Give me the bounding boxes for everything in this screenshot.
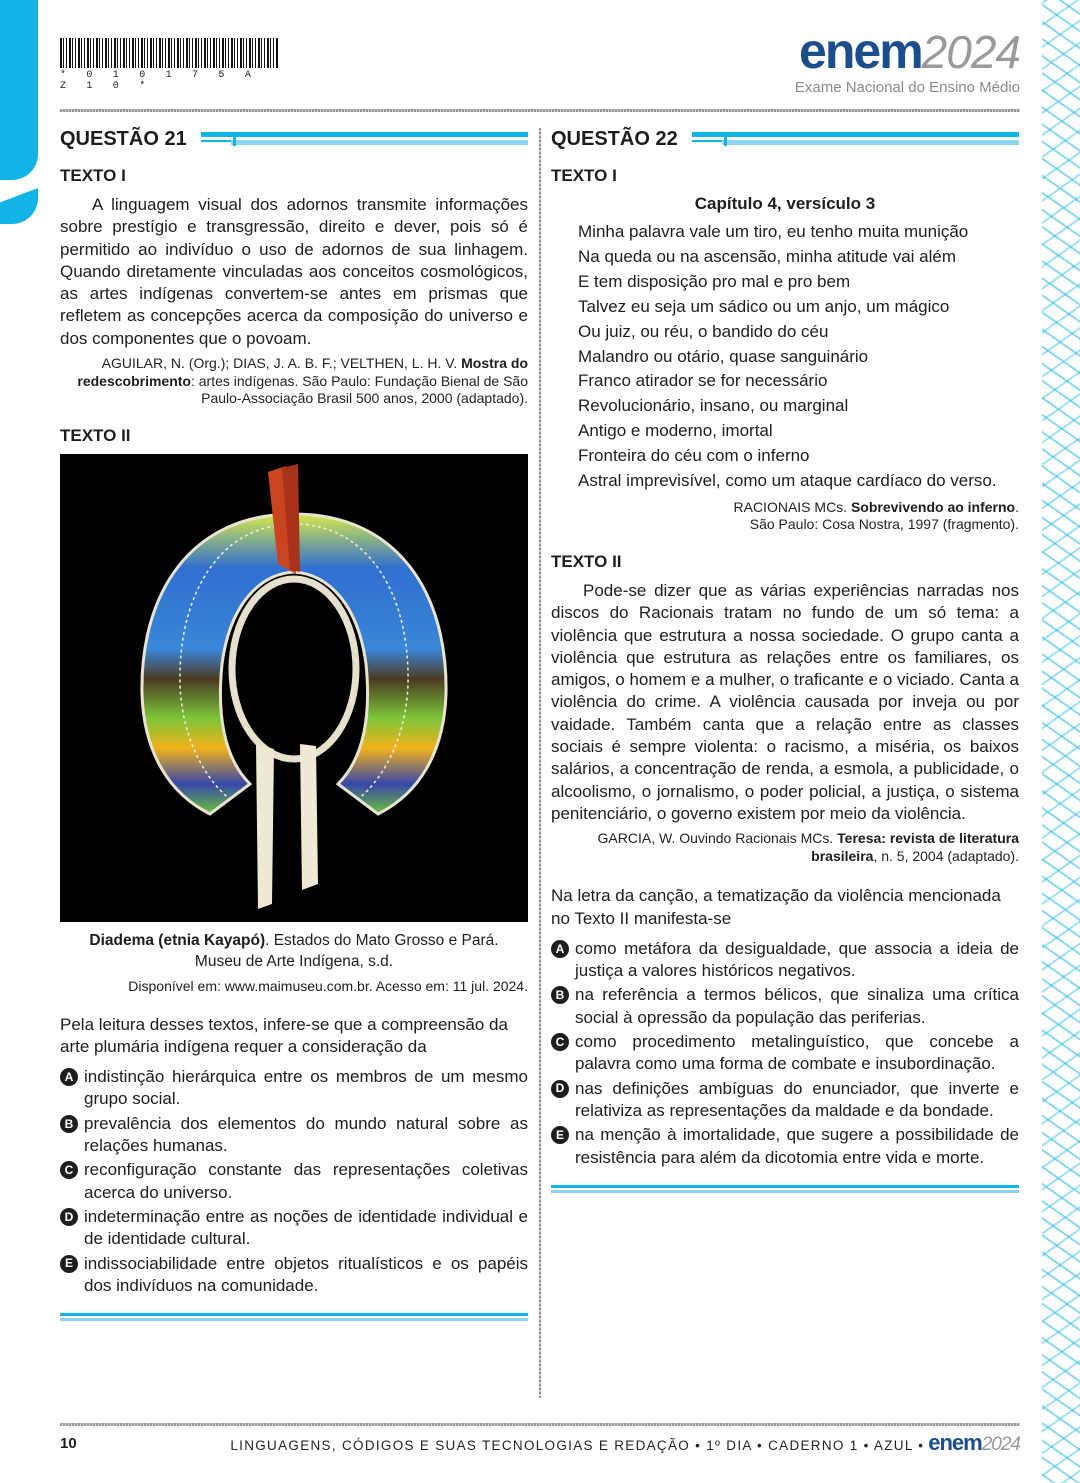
header-rule bbox=[60, 109, 1020, 112]
option-letter-badge: D bbox=[60, 1208, 78, 1226]
option-letter-badge: B bbox=[551, 986, 569, 1004]
logo-year: 2024 bbox=[921, 26, 1020, 78]
option-letter-badge: E bbox=[551, 1126, 569, 1144]
texto-2-reference: GARCIA, W. Ouvindo Racionais MCs. Teresa: revista de literatura brasileira, n. 5, 2004 (adaptado). bbox=[597, 830, 1019, 864]
question-22 bbox=[551, 126, 1019, 1195]
logo-wordmark bbox=[795, 23, 1020, 79]
option-text: nas definições ambíguas do enunciador, que inverte e relativiza as representações da maldade e da bondade. bbox=[575, 1078, 1019, 1120]
footer-text: LINGUAGENS, CÓDIGOS E SUAS TECNOLOGIAS E REDAÇÃO • 1º DIA • CADERNO 1 • AZUL • bbox=[230, 1438, 925, 1453]
option-d[interactable] bbox=[60, 1206, 528, 1251]
side-pattern-decoration bbox=[1042, 0, 1080, 1483]
poem-line: Revolucionário, insano, ou marginal bbox=[578, 396, 849, 416]
option-letter-badge: B bbox=[60, 1115, 78, 1133]
texto-1-label: TEXTO I bbox=[60, 166, 126, 185]
poem-line: Minha palavra vale um tiro, eu tenho muita munição bbox=[578, 222, 969, 241]
option-text: como procedimento metalinguístico, que concebe a palavra como uma forma de combate e insubordinação. bbox=[575, 1032, 1019, 1074]
footer-rule bbox=[60, 1423, 1020, 1426]
option-text: na referência a termos bélicos, que sinaliza uma crítica social à opressão da população das periferias. bbox=[575, 985, 1019, 1027]
option-text: prevalência dos elementos do mundo natural sobre as relações humanas. bbox=[84, 1113, 528, 1156]
diadema-image bbox=[60, 454, 528, 922]
poem-title: Capítulo 4, versículo 3 bbox=[694, 194, 876, 213]
question-end-lines bbox=[551, 1185, 1019, 1195]
option-text: indeterminação entre as noções de identidade individual e de identidade cultural. bbox=[84, 1206, 528, 1249]
poem-line: Astral imprevisível, como um ataque cardíaco do verso. bbox=[578, 471, 997, 491]
image-caption bbox=[60, 930, 528, 972]
option-b[interactable] bbox=[551, 984, 1019, 1029]
page-footer bbox=[60, 1430, 1020, 1456]
poem-line: Fronteira do céu com o inferno bbox=[578, 446, 810, 466]
texto-2-label: TEXTO II bbox=[60, 425, 131, 445]
poem-line: Talvez eu seja um sádico ou um anjo, um mágico bbox=[578, 296, 950, 316]
option-text: na menção à imortalidade, que sugere a possibilidade de resistência para além da dicotomia entre vida e morte. bbox=[575, 1125, 1019, 1167]
footer-info bbox=[230, 1430, 1020, 1456]
option-letter-badge: C bbox=[551, 1033, 569, 1051]
option-text: reconfiguração constante das representações coletivas acerca do universo. bbox=[84, 1160, 528, 1202]
question-title: QUESTÃO 22 bbox=[551, 127, 678, 150]
question-prompt: Na letra da canção, a tematização da violência mencionada no Texto II manifesta-se bbox=[551, 886, 1001, 928]
question-end-lines bbox=[60, 1313, 528, 1323]
logo-subtitle: Exame Nacional do Ensino Médio bbox=[794, 79, 1020, 96]
texto-2-body: Pode-se dizer que as várias experiências narradas nos discos do Racionais tratam no fundo de um só tema: a violência que estrutura a nossa sociedade. O grupo canta a violência que estrutura as relações entre os familiares, os amigos, o homem e a mulher, o traficante e o viciado. Canta a violência do crime. A violência causada por inveja ou por vaidade. Também canta que a relação entre as classes sociais é sempre violenta: o racismo, a miséria, os baixos salários, a concentração de renda, a esmola, a publicidade, o alcoolismo, o jornalismo, o poder policial, a justiça, o sistema penitenciário, o governo existem por meio da violência. bbox=[551, 580, 1019, 823]
poem-line: Ou juiz, ou réu, o bandido do céu bbox=[578, 321, 829, 341]
option-e[interactable] bbox=[60, 1253, 528, 1298]
barcode-text: * 0 1 0 1 7 5 A Z 1 0 * bbox=[60, 70, 259, 92]
option-text: como metáfora da desigualdade, que associa a ideia de justiça a valores históricos negativos. bbox=[575, 938, 1019, 981]
question-header bbox=[551, 126, 1019, 152]
poem-line: E tem disposição pro mal e pro bem bbox=[578, 271, 851, 291]
image-source: Disponível em: www.maimuseu.com.br. Acesso em: 11 jul. 2024. bbox=[128, 977, 528, 994]
poem-line: Malandro ou otário, quase sanguinário bbox=[578, 346, 869, 366]
option-letter-badge: A bbox=[60, 1068, 78, 1086]
question-header-lines bbox=[692, 132, 1019, 146]
texto-1-body: A linguagem visual dos adornos transmite informações sobre prestígio e transgressão, direito e dever, pois só é permitido ao indivíduo o uso de adornos de sua linhagem. Quando diretamente vinculadas aos conceitos cosmológicos, as artes indígenas convertem-se antes em prismas que refletem as concepções acerca da composição do universo e dos componentes que o povoam. bbox=[60, 195, 528, 348]
option-a[interactable] bbox=[60, 1066, 528, 1111]
option-letter-badge: D bbox=[551, 1080, 569, 1098]
option-letter-badge: A bbox=[551, 940, 569, 958]
caption-line-1: Diadema (etnia Kayapó). Estados do Mato Grosso e Pará. bbox=[89, 931, 499, 949]
side-tab-bar bbox=[0, 0, 38, 180]
poem-line: Antigo e moderno, imortal bbox=[578, 421, 773, 441]
page-number: 10 bbox=[60, 1434, 77, 1452]
option-text: indissociabilidade entre objetos ritualísticos e os papéis dos indivíduos na comunidade. bbox=[84, 1253, 528, 1295]
texto-1-reference: RACIONAIS MCs. Sobrevivendo ao inferno. São Paulo: Cosa Nostra, 1997 (fragmento). bbox=[733, 498, 1019, 533]
feather-headdress-illustration bbox=[60, 454, 528, 922]
option-letter-badge: C bbox=[60, 1161, 78, 1179]
question-21 bbox=[60, 126, 528, 1323]
texto-2-label: TEXTO II bbox=[551, 551, 622, 571]
footer-enem-logo: enem2024 bbox=[928, 1430, 1020, 1455]
caption-line-2: Museu de Arte Indígena, s.d. bbox=[194, 952, 394, 970]
question-prompt: Pela leitura desses textos, infere-se que a compreensão da arte plumária indígena requer a consideração da bbox=[60, 1014, 508, 1056]
option-d[interactable] bbox=[551, 1078, 1019, 1123]
option-a[interactable] bbox=[551, 938, 1019, 983]
option-c[interactable] bbox=[60, 1159, 528, 1204]
enem-logo bbox=[794, 23, 1020, 96]
option-c[interactable] bbox=[551, 1031, 1019, 1076]
logo-word: enem bbox=[799, 23, 922, 79]
poem bbox=[551, 220, 1019, 494]
barcode bbox=[60, 38, 278, 68]
column-divider bbox=[539, 128, 541, 1398]
side-tab-stripe bbox=[0, 188, 38, 224]
poem-line: Franco atirador se for necessário bbox=[578, 371, 828, 391]
side-tab-decoration bbox=[0, 0, 38, 224]
texto-1-reference: AGUILAR, N. (Org.); DIAS, J. A. B. F.; VELTHEN, L. H. V. Mostra do redescobrimento: artes indígenas. São Paulo: Fundação Bienal de São Paulo-Associação Brasil 500 anos, 2000 (adaptado). bbox=[77, 355, 528, 407]
question-header-lines bbox=[201, 132, 528, 146]
option-letter-badge: E bbox=[60, 1255, 78, 1273]
texto-1-label: TEXTO I bbox=[551, 166, 617, 185]
question-title: QUESTÃO 21 bbox=[60, 127, 187, 150]
option-b[interactable] bbox=[60, 1113, 528, 1158]
question-header bbox=[60, 126, 528, 152]
poem-line: Na queda ou na ascensão, minha atitude vai além bbox=[578, 246, 957, 266]
option-e[interactable] bbox=[551, 1124, 1019, 1169]
option-text: indistinção hierárquica entre os membros de um mesmo grupo social. bbox=[84, 1067, 528, 1109]
